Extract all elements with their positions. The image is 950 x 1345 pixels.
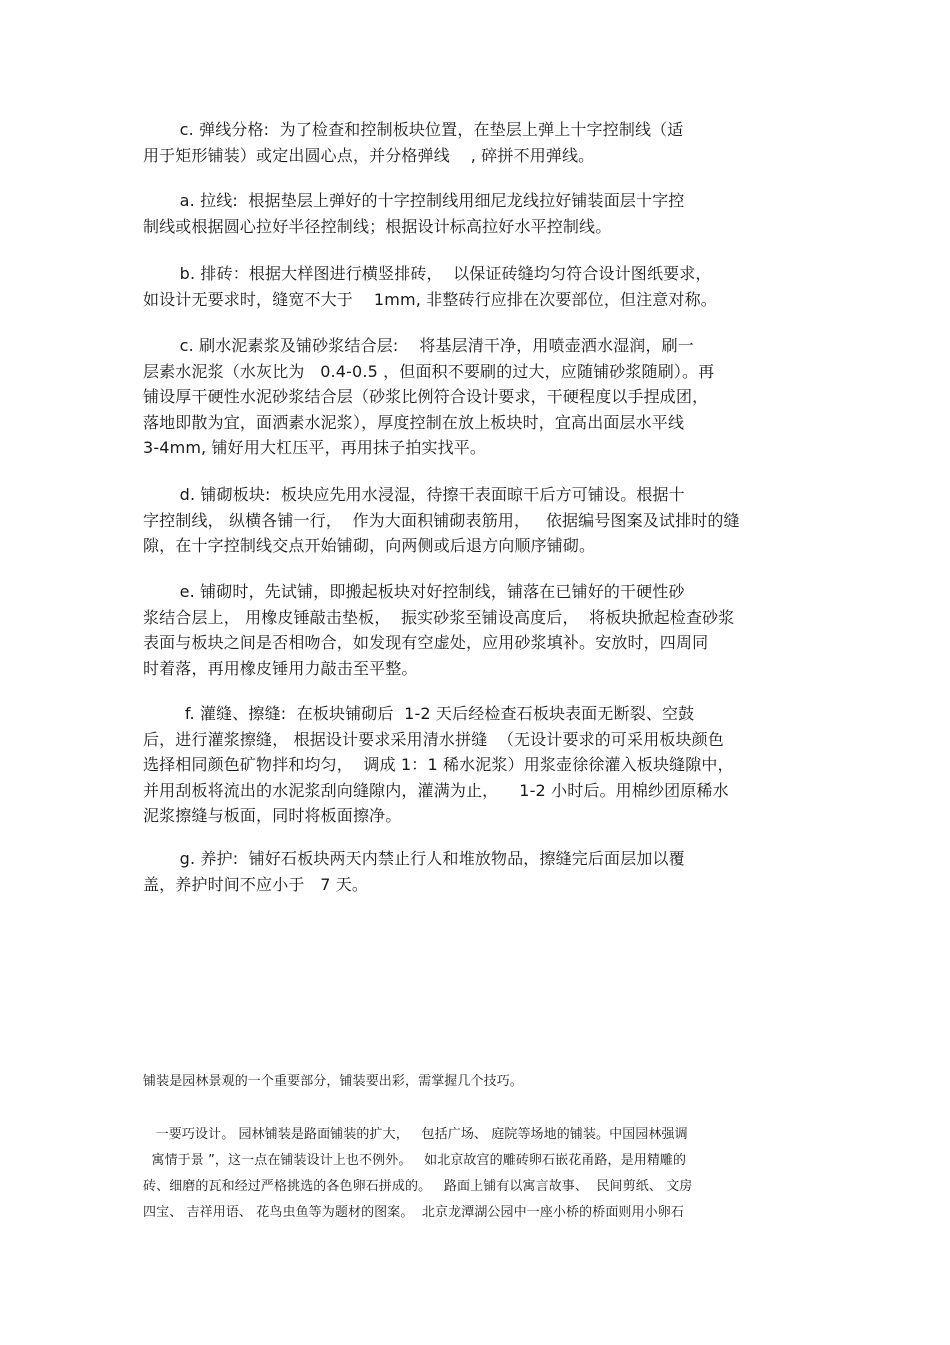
text-line: a. 拉线: 根据垫层上弹好的十字控制线用细尼龙线拉好铺装面层十字控 <box>143 191 685 210</box>
text-line: c. 刷水泥素浆及铺砂浆结合层: 将基层清干净，用喷壶洒水湿润，刷一 <box>143 336 694 355</box>
text-line: 选择相同颜色矿物拌和均匀， 调成 1：1 稀水泥浆）用浆壶徐徐灌入板块缝隙中， <box>143 755 734 775</box>
text-line: 时着落，再用橡皮锤用力敲击至平整。 <box>143 658 418 678</box>
text-line: 一要巧设计。 园林铺装是路面铺装的扩大， 包括广场、 庭院等场地的铺装。中国园林强调 <box>143 1127 688 1142</box>
text-line: e. 铺砌时，先试铺，即搬起板块对好控制线，铺落在已铺好的干硬性砂 <box>143 582 685 601</box>
text-line: 铺装是园林景观的一个重要部分，铺装要出彩，需掌握几个技巧。 <box>143 1074 523 1089</box>
text-line: 泥浆擦缝与板面，同时将板面擦净。 <box>143 806 402 826</box>
text-line: c. 弹线分格: 为了检查和控制板块位置，在垫层上弹上十字控制线（适 <box>143 120 684 139</box>
text-line: 层素水泥浆（水灰比为 0.4-0.5 ，但面积不要刷的过大，应随铺砂浆随刷）。再 <box>143 361 715 381</box>
text-line: 砖、细磨的瓦和经过严格挑选的各色卵石拼成的。 路面上铺有以寓言故事、 民间剪纸、 文房 <box>143 1179 693 1194</box>
text-line: 用于矩形铺装）或定出圆心点，并分格弹线 , 碎拼不用弹线。 <box>143 145 595 165</box>
paragraph-step-f-guanfeng <box>143 701 813 829</box>
paragraph-step-b-paizhuan <box>143 261 813 312</box>
text-line: f. 灌缝、擦缝: 在板块铺砌后 1-2 天后经检查石板块表面无断裂、空鼓 <box>143 704 695 723</box>
text-line: d. 铺砌板块: 板块应先用水浸湿，待擦干表面晾干后方可铺设。根据十 <box>143 485 685 504</box>
text-line: 制线或根据圆心拉好半径控制线；根据设计标高拉好水平控制线。 <box>143 216 612 236</box>
text-line: 如设计无要求时，缝宽不大于 1mm, 非整砖行应排在次要部位，但注意对称。 <box>143 289 717 309</box>
text-line: 寓情于景 ”，这一点在铺装设计上也不例外。 如北京故宫的雕砖卵石嵌花甬路，是用精雕的 <box>143 1153 687 1168</box>
text-line: 盖，养护时间不应小于 7 天。 <box>143 874 369 894</box>
paragraph-step-e-shipu <box>143 579 813 681</box>
paragraph-step-g-yanghu <box>143 846 813 897</box>
text-line: 铺设厚干硬性水泥砂浆结合层（砂浆比例符合设计要求，干硬程度以手捏成团， <box>143 387 709 407</box>
text-line: 表面与板块之间是否相吻合，如发现有空虚处，应用砂浆填补。安放时，四周同 <box>143 633 709 653</box>
paragraph-step-d-puqi <box>143 482 813 559</box>
text-line: 后，进行灌浆擦缝， 根据设计要求采用清水拼缝 （无设计要求的可采用板块颜色 <box>143 729 724 749</box>
text-line: g. 养护: 铺好石板块两天内禁止行人和堆放物品，擦缝完后面层加以覆 <box>143 849 685 868</box>
paragraph-tips <box>143 1122 823 1226</box>
paragraph-step-c-tanxian <box>143 117 813 168</box>
text-line: 隙，在十字控制线交点开始铺砌，向两侧或后退方向顺序铺砌。 <box>143 536 596 556</box>
text-line: 并用刮板将流出的水泥浆刮向缝隙内，灌满为止， 1-2 小时后。用棉纱团原稀水 <box>143 780 729 800</box>
text-line: 浆结合层上， 用橡皮锤敲击垫板， 振实砂浆至铺设高度后， 将板块掀起检查砂浆 <box>143 607 735 627</box>
paragraph-step-a-laxian <box>143 188 813 239</box>
paragraph-intro <box>143 1069 813 1095</box>
text-line: 字控制线， 纵横各铺一行， 作为大面积铺砌表筋用， 依据编号图案及试排时的缝 <box>143 510 740 530</box>
text-line: 四宝、 吉祥用语、 花鸟虫鱼等为题材的图案。 北京龙潭湖公园中一座小桥的桥面则用小卵石 <box>143 1205 684 1220</box>
text-line: 3-4mm, 铺好用大杠压平，再用抹子拍实找平。 <box>143 438 487 458</box>
text-line: b. 排砖：根据大样图进行横竖排砖， 以保证砖缝均匀符合设计图纸要求， <box>143 264 712 283</box>
paragraph-step-c-shuanni <box>143 333 813 461</box>
text-line: 落地即散为宜，面洒素水泥浆），厚度控制在放上板块时，宜高出面层水平线 <box>143 412 685 432</box>
